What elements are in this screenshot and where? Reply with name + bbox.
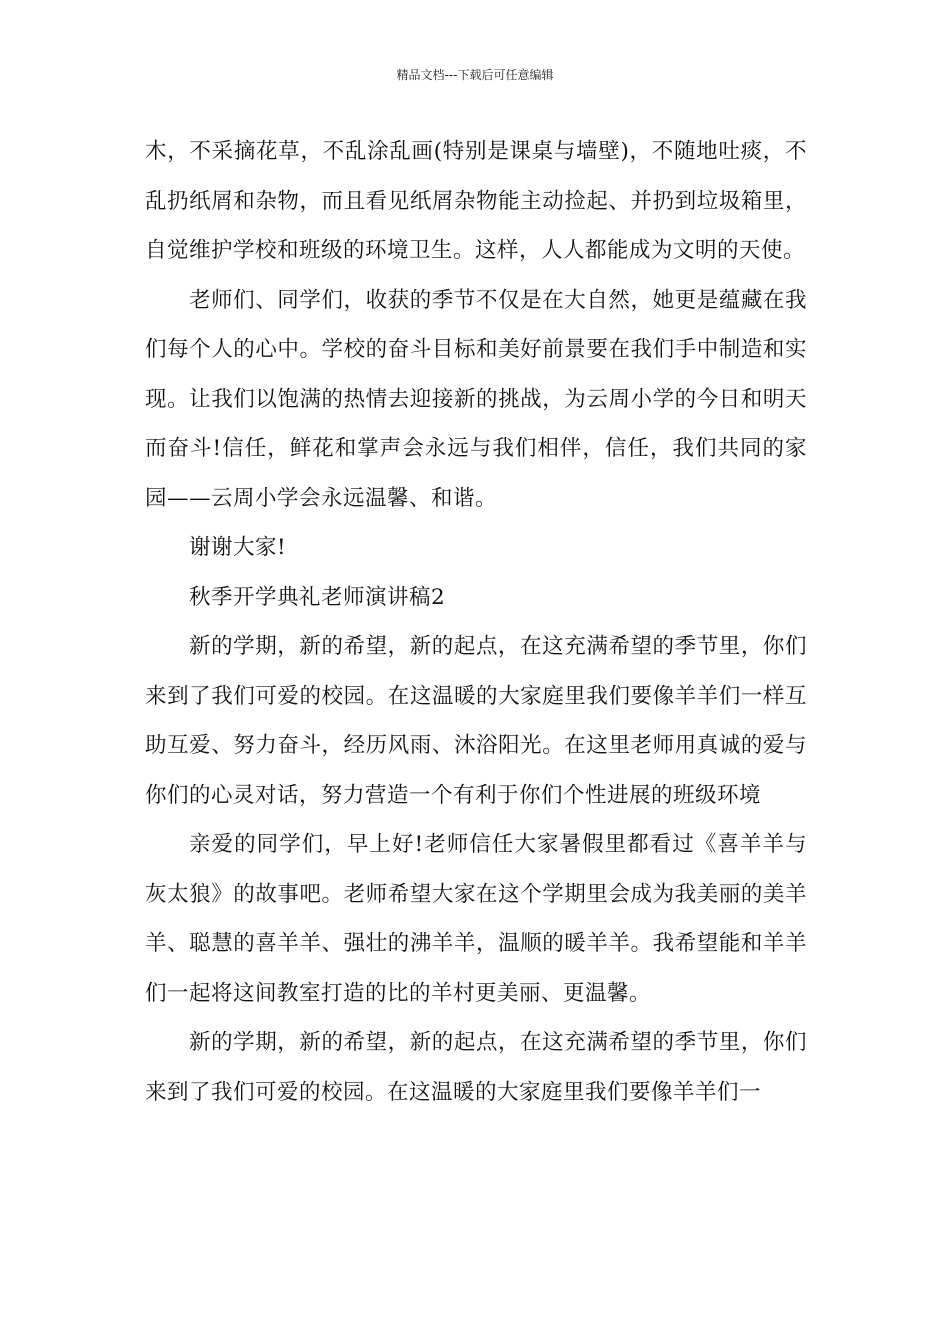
section-title: 秋季开学典礼老师演讲稿2	[189, 584, 446, 610]
paragraph-closing-remarks: 老师们、同学们，收获的季节不仅是在大自然，她更是蕴藏在我们每个人的心中。学校的奋斗目标和美好前景要在我们手中制造和实现。让我们以饱满的热情去迎接新的挑战，为云周小学的今日和明天而奋斗!信任，鲜花和掌声会永远与我们相伴，信任，我们共同的家园——云周小学会永远温馨、和谐。	[145, 287, 807, 511]
page-header: 精品文档---下载后可任意编辑	[396, 68, 554, 82]
paragraph-new-semester: 新的学期，新的希望，新的起点，在这充满希望的季节里，你们来到了我们可爱的校园。在这温暖的大家庭里我们要像羊羊们一样互助互爱、努力奋斗，经历风雨、沐浴阳光。在这里老师用真诚的爱与你们的心灵对话，努力营造一个有利于你们个性进展的班级环境	[145, 634, 807, 808]
paragraph-greeting: 亲爱的同学们，早上好!老师信任大家暑假里都看过《喜羊羊与灰太狼》的故事吧。老师希望大家在这个学期里会成为我美丽的美羊羊、聪慧的喜羊羊、强壮的沸羊羊，温顺的暖羊羊。我希望能和羊羊们一起将这间教室打造的比的羊村更美丽、更温馨。	[145, 832, 807, 1006]
document-body	[145, 127, 807, 1117]
paragraph-new-semester-repeat: 新的学期，新的希望，新的起点，在这充满希望的季节里，你们来到了我们可爱的校园。在这温暖的大家庭里我们要像羊羊们一	[145, 1030, 807, 1105]
paragraph-thanks: 谢谢大家!	[189, 535, 287, 560]
paragraph-continuation: 木，不采摘花草，不乱涂乱画(特别是课桌与墙壁)，不随地吐痰，不乱扔纸屑和杂物，而且看见纸屑杂物能主动捡起、并扔到垃圾箱里，自觉维护学校和班级的环境卫生。这样，人人都能成为文明的天使。	[145, 139, 807, 263]
